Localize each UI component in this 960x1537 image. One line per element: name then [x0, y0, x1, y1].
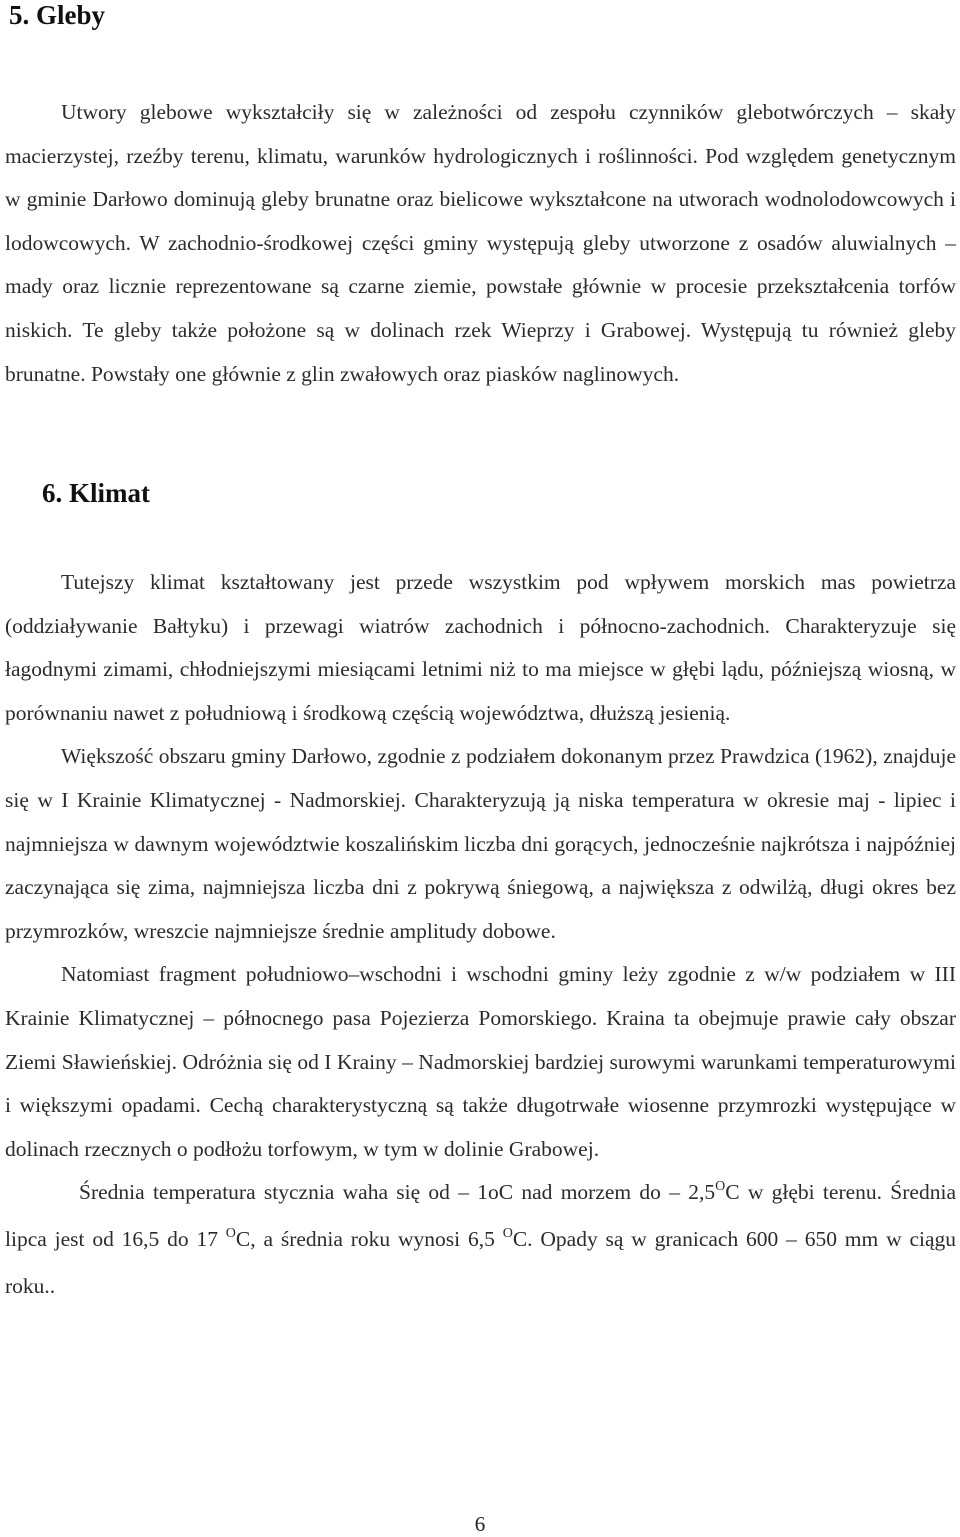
temperature-text-part-2: C w głębi terenu. Średnia lipca jest od 16,5 do 17 [5, 1180, 956, 1251]
klimat-temperature-paragraph [5, 1171, 956, 1308]
degree-symbol: O [715, 1179, 726, 1195]
temperature-text-part-4: C. Opady są w granicach 600 – 650 mm w ciągu roku.. [5, 1226, 957, 1298]
page-number: 6 [474, 1512, 486, 1536]
klimat-paragraph-2: Większość obszaru gminy Darłowo, zgodnie z podziałem dokonanym przez Prawdzica (1962), znajduje się w I Krainie Klimatycznej - Nadmorskiej. Charakteryzują ją niska temperatura w okresie maj - lipiec i najmniejsza w dawnym województwie koszalińskim liczba dni gorących, jednocześnie najkrótsza i najpóźniej zaczynająca się zima, najmniejsza liczba dni z pokrywą śniegową, a największa z odwilżą, długi okres bez przymrozków, wreszcie najmniejsze średnie amplitudy dobowe. [5, 744, 956, 943]
section-heading-gleby: 5. Gleby [9, 0, 106, 30]
gleby-section-body [5, 91, 956, 396]
klimat-paragraph-3: Natomiast fragment południowo–wschodni i wschodni gminy leży zgodnie z w/w podziałem w III Krainie Klimatycznej – północnego pasa Pojezierza Pomorskiego. Kraina ta obejmuje prawie cały obszar Ziemi Sławieńskiej. Odróżnia się od I Krainy – Nadmorskiej bardziej surowymi warunkami temperaturowymi i większymi opadami. Cechą charakterystyczną są także długotrwałe wiosenne przymrozki występujące w dolinach rzecznych o podłożu torfowym, w tym w dolinie Grabowej. [5, 962, 956, 1161]
section-heading-klimat: 6. Klimat [42, 478, 150, 508]
gleby-paragraph: Utwory glebowe wykształciły się w zależności od zespołu czynników glebotwórczych – skały macierzystej, rzeźby terenu, klimatu, warunków hydrologicznych i roślinności. Pod względem genetycznym w gminie Darłowo dominują gleby brunatne oraz bielicowe wykształcone na utworach wodnolodowcowych i lodowcowych. W zachodnio-środkowej części gminy występują gleby utworzone z osadów aluwialnych – mady oraz licznie reprezentowane są czarne ziemie, powstałe głównie w procesie przekształcenia torfów niskich. Te gleby także położone są w dolinach rzek Wieprzy i Grabowej. Występują tu również gleby brunatne. Powstały one głównie z glin zwałowych oraz piasków naglinowych. [5, 100, 956, 386]
temperature-text-part-3: C, a średnia roku wynosi 6,5 [235, 1226, 503, 1251]
temperature-text-part-1: Średnia temperatura stycznia waha się od – 1oC nad morzem do – 2,5 [79, 1180, 716, 1205]
degree-symbol: O [225, 1225, 236, 1241]
klimat-section-body [5, 561, 956, 1308]
degree-symbol: O [502, 1225, 513, 1241]
klimat-paragraph-1: Tutejszy klimat kształtowany jest przede wszystkim pod wpływem morskich mas powietrza (oddziaływanie Bałtyku) i przewagi wiatrów zachodnich i północno-zachodnich. Charakteryzuje się łagodnymi zimami, chłodniejszymi miesiącami letnimi niż to ma miejsce w głębi lądu, późniejszą wiosną, w porównaniu nawet z południową i środkową częścią województwa, dłuższą jesienią. [5, 570, 956, 725]
